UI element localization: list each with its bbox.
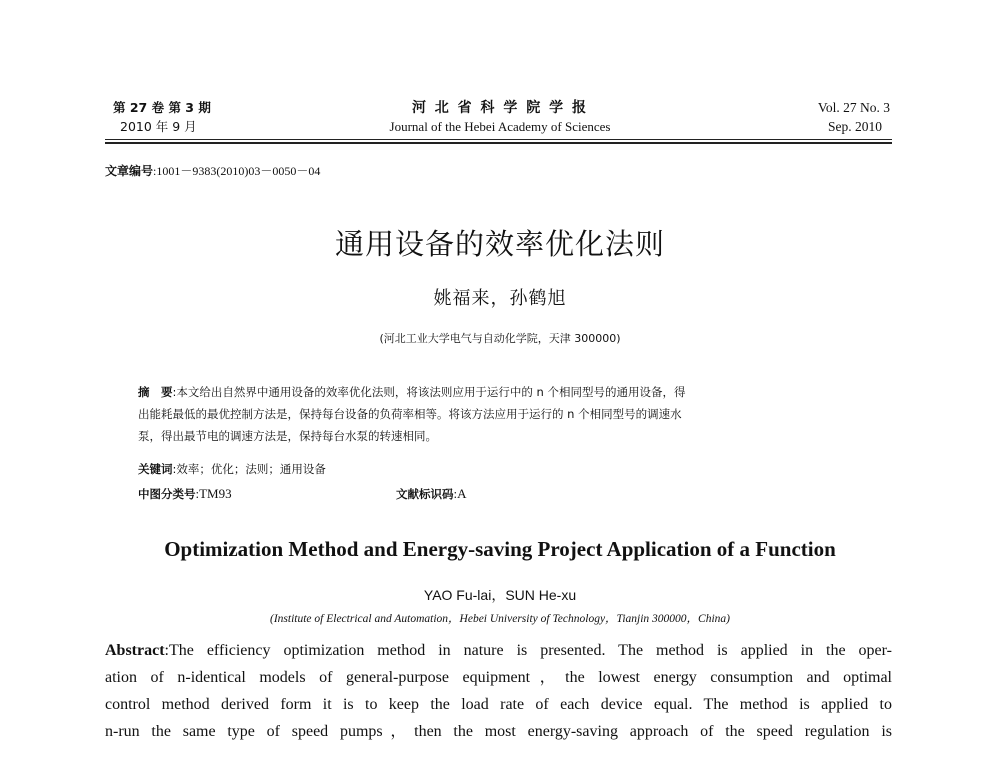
journal-title-cn: 河 北 省 科 学 院 学 报 <box>411 100 589 116</box>
keywords-value: :效率；优化；法则；通用设备 <box>172 462 326 476</box>
keywords-cn <box>138 461 326 477</box>
doc-code-label: 文献标识码 <box>396 487 454 501</box>
affiliation-en: (Institute of Electrical and Automation，Hebei University of Technology，Tianjin 300000，China) <box>270 613 730 625</box>
abstract-en <box>105 637 892 745</box>
title-en: Optimization Method and Energy-saving Project Application of a Function <box>164 537 836 561</box>
header-rule-thin <box>105 139 892 140</box>
abstract-cn-line: :本文给出自然界中通用设备的效率优化法则，将该法则应用于运行中的 n 个相同型号的通用设备，得 <box>172 385 686 399</box>
clc-label: 中图分类号 <box>138 487 196 501</box>
article-id <box>105 162 320 179</box>
clc-value: :TM93 <box>195 486 232 501</box>
authors-cn: 姚福来，孙鹤旭 <box>433 288 567 309</box>
doc-code-value: :A <box>453 486 467 501</box>
clc-number <box>138 486 232 502</box>
journal-title-en: Journal of the Hebei Academy of Sciences <box>389 119 611 134</box>
affiliation-cn: (河北工业大学电气与自动化学院，天津 300000) <box>379 332 621 345</box>
date-en: Sep. 2010 <box>828 119 882 134</box>
title-cn: 通用设备的效率优化法则 <box>334 227 665 261</box>
volume-cn: 第 27 卷 第 3 期 <box>113 100 211 115</box>
header-rule-thick <box>105 142 892 144</box>
abstract-cn-line: 泵，得出最节电的调速方法是，保持每台水泵的转速相同。 <box>138 429 437 443</box>
doc-code <box>396 486 467 502</box>
keywords-label: 关键词 <box>138 462 173 476</box>
abstract-en-line: :The efficiency optimization method in nature is presented. The method is applied in the oper- <box>164 642 892 659</box>
abstract-en-line: n-run the same type of speed pumps，then the most energy-saving approach of the speed regulation is <box>105 723 892 740</box>
abstract-cn-label: 摘 要 <box>138 385 173 399</box>
authors-en: YAO Fu-lai，SUN He-xu <box>423 587 577 603</box>
abstract-cn-line: 出能耗最低的最优控制方法是，保持每台设备的负荷率相等。将该方法应用于运行的 n 个相同型号的调速水 <box>138 407 682 421</box>
abstract-en-line: control method derived form it is to keep the load rate of each device equal. The method is applied to <box>105 696 892 713</box>
date-cn: 2010 年 9 月 <box>120 119 197 134</box>
abstract-en-line: ation of n-identical models of general-purpose equipment，the lowest energy consumption and optimal <box>105 669 892 686</box>
article-id-label: 文章编号 <box>105 164 154 178</box>
abstract-en-label: Abstract <box>105 642 165 659</box>
abstract-cn <box>138 381 878 447</box>
volume-en: Vol. 27 No. 3 <box>817 100 890 115</box>
article-id-value: :1001－9383(2010)03－0050－04 <box>153 164 321 178</box>
